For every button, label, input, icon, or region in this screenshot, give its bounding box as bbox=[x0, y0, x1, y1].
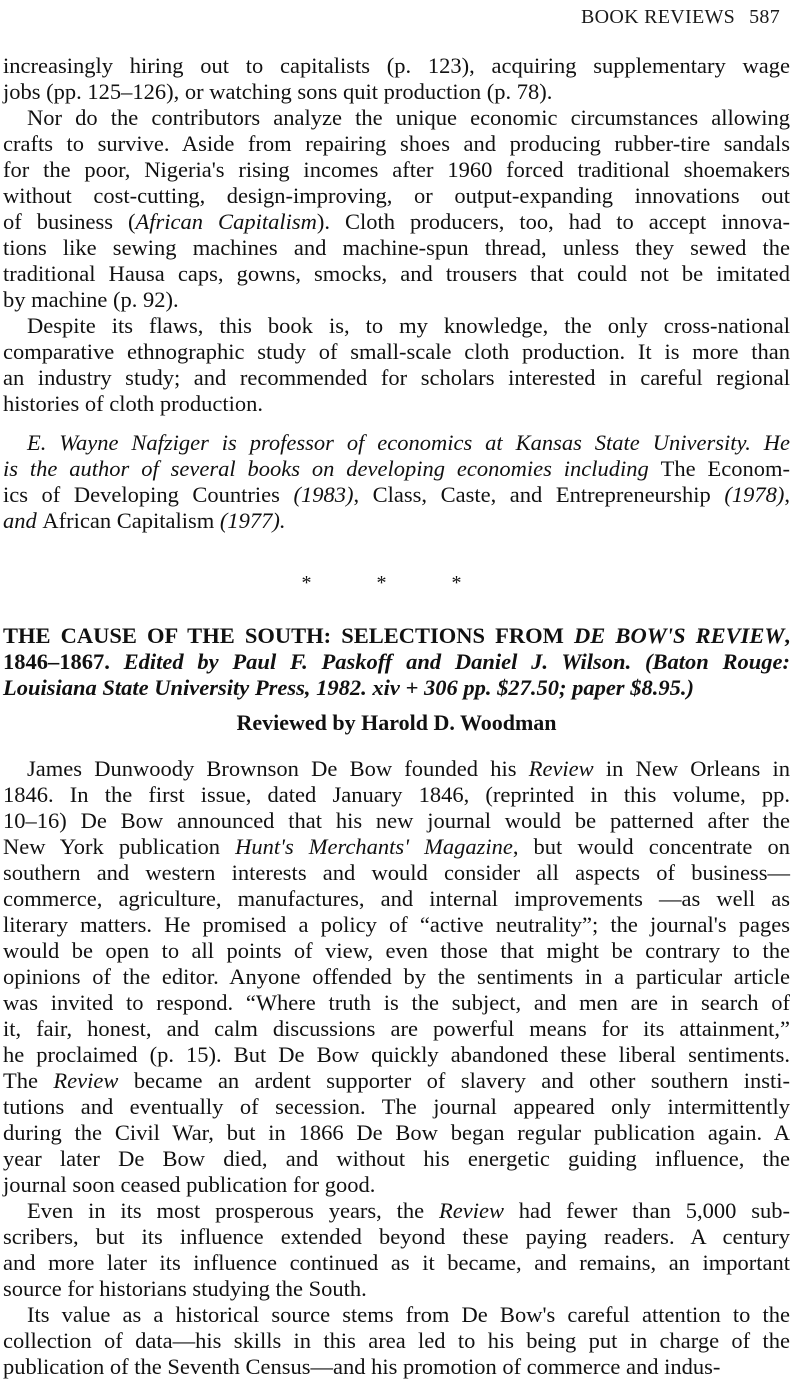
reviewer-name: Reviewed by Harold D. Woodman bbox=[236, 710, 557, 735]
review-body-line: year later De Bow died, and without his energetic guiding influence, the bbox=[3, 1146, 790, 1171]
review-body-line: The Review became an ardent supporter of slavery and other southern insti- bbox=[3, 1068, 790, 1093]
separator-stars: * * * bbox=[301, 572, 492, 594]
review-body-line: and more later its influence continued as it became, and remains, an important bbox=[3, 1250, 790, 1275]
review-body-line: was invited to respond. “Where truth is the subject, and men are in search of bbox=[3, 990, 790, 1015]
previous-review-text-line: Despite its flaws, this book is, to my knowledge, the only cross-national bbox=[27, 313, 790, 338]
running-title: BOOK REVIEWS bbox=[580, 6, 736, 28]
previous-review-text-line: by machine (p. 92). bbox=[3, 287, 179, 312]
previous-review-text-line: without cost-cutting, design-improving, or output-expanding innovations out bbox=[3, 183, 790, 208]
previous-review-text-line: histories of cloth production. bbox=[3, 391, 263, 416]
author-note-line: and African Capitalism (1977). bbox=[3, 508, 286, 533]
review-body-line: during the Civil War, but in 1866 De Bow began regular publication again. A bbox=[3, 1120, 790, 1145]
review-body-line: commerce, agriculture, manufactures, and internal improvements —as well as bbox=[3, 886, 790, 911]
review-body-line: scribers, but its influence extended beyond these paying readers. A century bbox=[3, 1224, 790, 1249]
review-body-line: source for historians studying the South. bbox=[3, 1276, 367, 1301]
previous-review-text-line: traditional Hausa caps, gowns, smocks, and trousers that could not be imitated bbox=[3, 261, 790, 286]
review-body-line: 10–16) De Bow announced that his new journal would be patterned after the bbox=[3, 808, 790, 833]
review-body-line: it, fair, honest, and calm discussions are powerful means for its attainment,” bbox=[3, 1016, 790, 1041]
review-body-line: southern and western interests and would consider all aspects of business— bbox=[3, 860, 790, 885]
author-note bbox=[3, 430, 790, 534]
previous-review-text-line: of business (African Capitalism). Cloth producers, too, had to accept innova- bbox=[3, 209, 790, 234]
review-body bbox=[3, 756, 790, 1380]
previous-review-text-line: comparative ethnographic study of small-scale cloth production. It is more than bbox=[3, 339, 790, 364]
citation-line: THE CAUSE OF THE SOUTH: SELECTIONS FROM DE BOW'S REVIEW, bbox=[3, 623, 791, 648]
review-body-line: Even in its most prosperous years, the Review had fewer than 5,000 sub- bbox=[27, 1198, 790, 1223]
review-body-line: he proclaimed (p. 15). But De Bow quickly abandoned these liberal sentiments. bbox=[3, 1042, 790, 1067]
previous-review-text-line: tions like sewing machines and machine-spun thread, unless they sewed the bbox=[3, 235, 790, 260]
previous-review-text-line: Nor do the contributors analyze the unique economic circumstances allowing bbox=[27, 105, 790, 130]
review-body-line: Its value as a historical source stems from De Bow's careful attention to the bbox=[27, 1302, 790, 1327]
review-body-line: journal soon ceased publication for good. bbox=[3, 1172, 376, 1197]
previous-review-text-line: crafts to survive. Aside from repairing shoes and producing rubber-tire sandals bbox=[3, 131, 790, 156]
review-body-line: New York publication Hunt's Merchants' Magazine, but would concentrate on bbox=[3, 834, 791, 859]
review-body-line: collection of data—his skills in this area led to his being put in charge of the bbox=[3, 1328, 790, 1353]
review-body-line: publication of the Seventh Census—and his promotion of commerce and indus- bbox=[3, 1354, 721, 1379]
section-separator bbox=[3, 570, 790, 596]
review-citation bbox=[3, 623, 790, 701]
previous-review-text-line: for the poor, Nigeria's rising incomes after 1960 forced traditional shoemakers bbox=[3, 157, 790, 182]
running-head bbox=[581, 6, 780, 29]
citation-line: 1846–1867. Edited by Paul F. Paskoff and Daniel J. Wilson. (Baton Rouge: bbox=[3, 649, 791, 674]
page-number: 587 bbox=[749, 6, 780, 28]
citation-line: Louisiana State University Press, 1982. xiv + 306 pp. $27.50; paper $8.95.) bbox=[3, 675, 694, 700]
reviewer-line bbox=[3, 710, 790, 736]
author-note-line: ics of Developing Countries (1983), Class, Caste, and Entrepreneurship (1978), bbox=[3, 482, 790, 507]
previous-review-text-line: an industry study; and recommended for scholars interested in careful regional bbox=[3, 365, 790, 390]
previous-review-text-line: jobs (pp. 125–126), or watching sons quit production (p. 78). bbox=[3, 79, 553, 104]
review-body-line: literary matters. He promised a policy of “active neutrality”; the journal's pages bbox=[3, 912, 790, 937]
review-body-line: 1846. In the first issue, dated January 1846, (reprinted in this volume, pp. bbox=[3, 782, 790, 807]
author-note-line: is the author of several books on developing economies including The Econom- bbox=[3, 456, 790, 481]
review-body-line: opinions of the editor. Anyone offended by the sentiments in a particular article bbox=[3, 964, 790, 989]
review-body-line: would be open to all points of view, even those that might be contrary to the bbox=[3, 938, 790, 963]
review-body-line: James Dunwoody Brownson De Bow founded his Review in New Orleans in bbox=[27, 756, 790, 781]
previous-review-text bbox=[3, 53, 790, 417]
review-body-line: tutions and eventually of secession. The journal appeared only intermittently bbox=[3, 1094, 790, 1119]
author-note-line: E. Wayne Nafziger is professor of economics at Kansas State University. He bbox=[27, 430, 790, 455]
previous-review-text-line: increasingly hiring out to capitalists (p. 123), acquiring supplementary wage bbox=[3, 53, 790, 78]
